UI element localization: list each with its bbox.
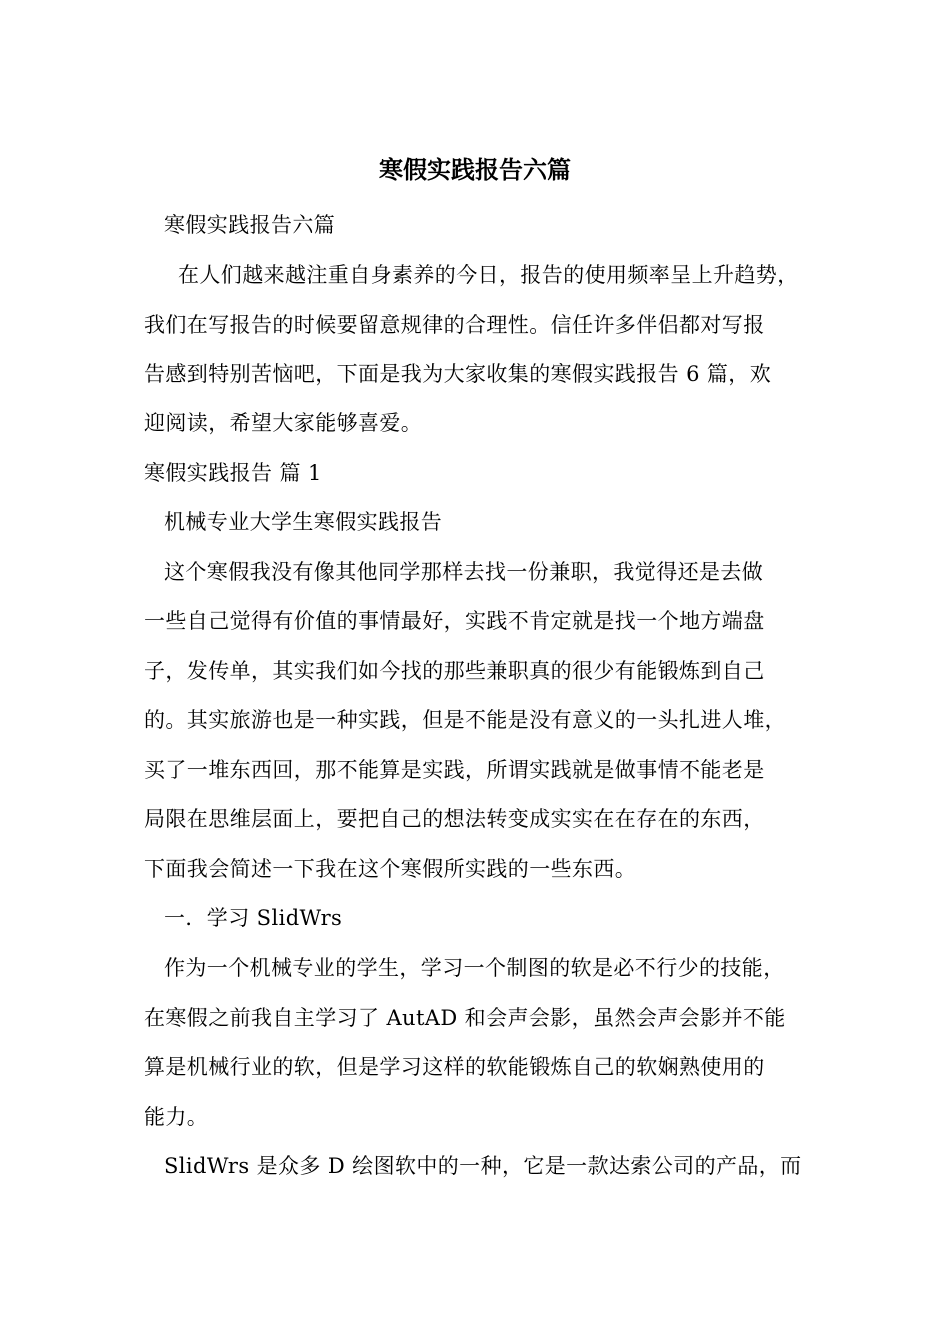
paragraph-line: 在人们越来越注重自身素养的今日，报告的使用频率呈上升趋势， (178, 263, 799, 287)
paragraph-line: 这个寒假我没有像其他同学那样去找一份兼职，我觉得还是去做 (164, 560, 764, 584)
subsection-heading: 一．学习 SlidWrs (164, 906, 343, 930)
paragraph-line: 在寒假之前我自主学习了 AutAD 和会声会影，虽然会声会影并不能 (144, 1006, 786, 1030)
paragraph-line: 能力。 (144, 1105, 209, 1129)
paragraph-line: 一些自己觉得有价值的事情最好，实践不肯定就是找一个地方端盘 (144, 609, 765, 633)
paragraph-line: 的。其实旅游也是一种实践，但是不能是没有意义的一头扎进人堆， (144, 708, 786, 732)
paragraph-line: 买了一堆东西回，那不能算是实践，所谓实践就是做事情不能老是 (144, 758, 765, 782)
section-heading: 寒假实践报告 篇 1 (144, 461, 322, 485)
paragraph-line: 我们在写报告的时候要留意规律的合理性。信任许多伴侣都对写报 (144, 313, 765, 337)
paragraph-line: SlidWrs 是众多 D 绘图软中的一种，它是一款达索公司的产品，而 (164, 1154, 802, 1178)
subtitle-line: 寒假实践报告六篇 (164, 213, 336, 237)
document-title: 寒假实践报告六篇 (379, 155, 571, 184)
paragraph-line: 作为一个机械专业的学生，学习一个制图的软是必不行少的技能， (164, 956, 785, 980)
paragraph-line: 下面我会简述一下我在这个寒假所实践的一些东西。 (144, 857, 637, 881)
paragraph-line: 算是机械行业的软，但是学习这样的软能锻炼自己的软娴熟使用的 (144, 1055, 765, 1079)
paragraph-line: 子，发传单，其实我们如今找的那些兼职真的很少有能锻炼到自己 (144, 659, 765, 683)
paragraph-line: 局限在思维层面上，要把自己的想法转变成实实在在存在的东西， (144, 807, 765, 831)
paragraph-line: 迎阅读，希望大家能够喜爱。 (144, 411, 423, 435)
paragraph-line: 告感到特别苦恼吧，下面是我为大家收集的寒假实践报告 6 篇，欢 (144, 362, 772, 386)
report-title-line: 机械专业大学生寒假实践报告 (164, 510, 443, 534)
